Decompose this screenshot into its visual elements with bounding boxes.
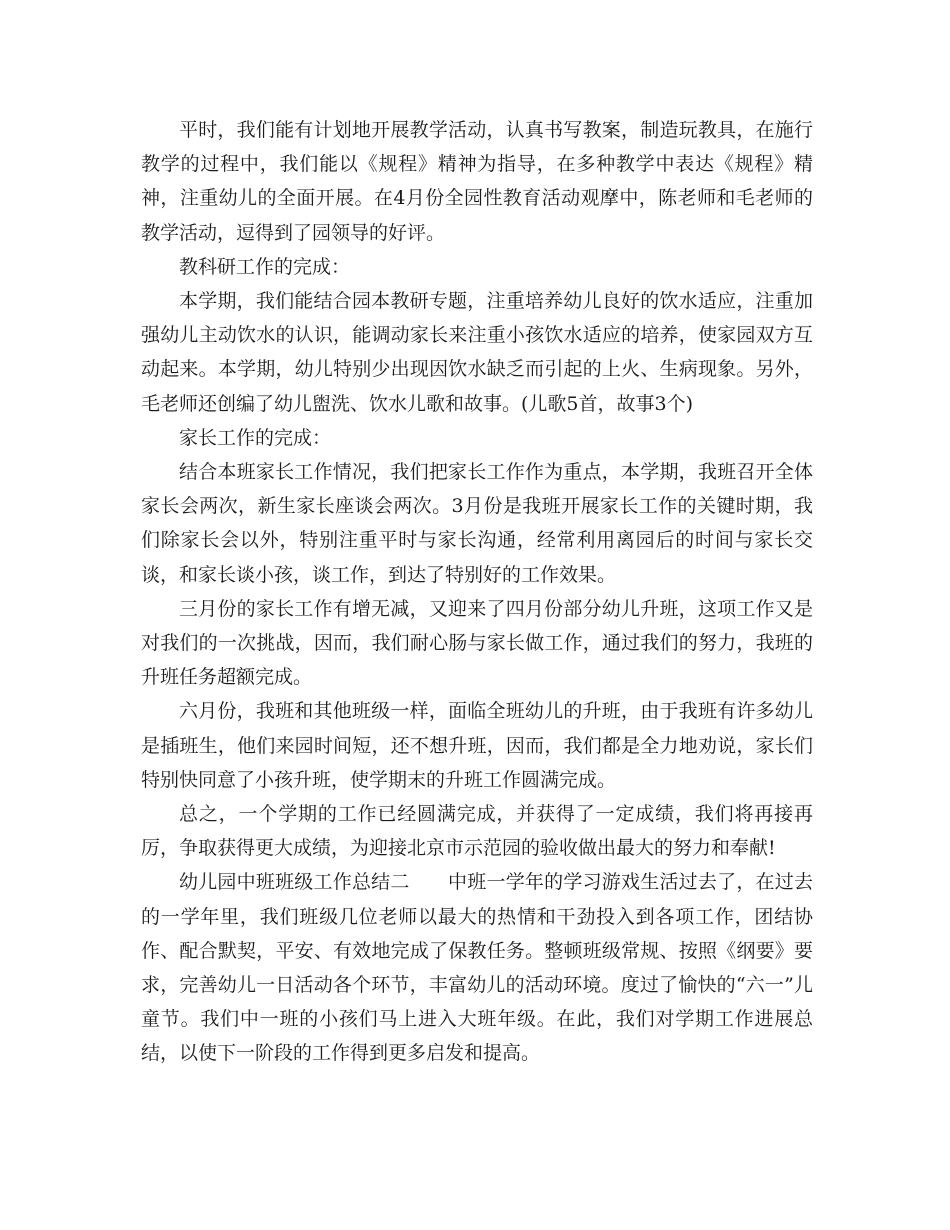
paragraph-research-work: 本学期，我们能结合园本教研专题，注重培养幼儿良好的饮水适应，注重加强幼儿主动饮水的认识，能调动家长来注重小孩饮水适应的培养，使家园双方互动起来。本学期，幼儿特别少出现因饮水缺乏而引起的上火、生病现象。另外，毛老师还创编了幼儿盥洗、饮水儿歌和故事。(儿歌5首，故事3个): [141, 290, 813, 415]
heading-research-work: 教科研工作的完成：: [179, 255, 351, 278]
paragraph-teaching-activities: 平时，我们能有计划地开展教学活动，认真书写教案，制造玩教具，在施行教学的过程中，我们能以《规程》精神为指导，在多种教学中表达《规程》精神，注重幼儿的全面开展。在4月份全园性教育活动观摩中，陈老师和毛老师的教学活动，逗得到了园领导的好评。: [141, 119, 813, 244]
paragraph-summary: 总之，一个学期的工作已经圆满完成，并获得了一定成绩，我们将再接再厉，争取获得更大成绩，为迎接北京市示范园的验收做出最大的努力和奉献!: [141, 803, 813, 860]
document-body: [141, 113, 813, 1071]
heading-parent-work: 家长工作的完成：: [179, 426, 332, 449]
paragraph-june-work: 六月份，我班和其他班级一样，面临全班幼儿的升班，由于我班有许多幼儿是插班生，他们来园时间短，还不想升班，因而，我们都是全力地劝说，家长们特别快同意了小孩升班，使学期末的升班工作圆满完成。: [141, 700, 813, 791]
paragraph-parent-work: 结合本班家长工作情况，我们把家长工作作为重点，本学期，我班召开全体家长会两次，新生家长座谈会两次。3月份是我班开展家长工作的关键时期，我们除家长会以外，特别注重平时与家长沟通，经常利用离园后的时间与家长交谈，和家长谈小孩，谈工作，到达了特别好的工作效果。: [141, 461, 813, 586]
paragraph-summary-two: 幼儿园中班班级工作总结二 中班一学年的学习游戏生活过去了，在过去的一学年里，我们班级几位老师以最大的热情和干劲投入到各项工作，团结协作、配合默契，平安、有效地完成了保教任务。整顿班级常规、按照《纲要》要求，完善幼儿一日活动各个环节，丰富幼儿的活动环境。度过了愉快的“六一”儿童节。我们中一班的小孩们马上进入大班年级。在此，我们对学期工作进展总结，以使下一阶段的工作得到更多启发和提高。: [141, 871, 813, 1065]
paragraph-march-work: 三月份的家长工作有增无减，又迎来了四月份部分幼儿升班，这项工作又是对我们的一次挑战，因而，我们耐心肠与家长做工作，通过我们的努力，我班的升班任务超额完成。: [141, 597, 813, 689]
